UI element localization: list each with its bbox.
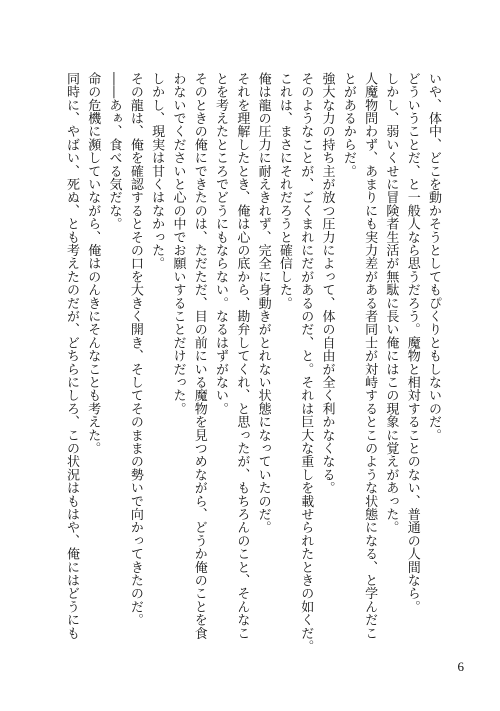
text-line: いや、体中、どこを動かそうとしてもぴくりともしないのだ。 [426,72,441,442]
text-line: とを考えたところでどうにもならない。なるはずがない。 [213,72,229,416]
text-line: 命の危機に瀕していながら、俺はのんきにそんなことも考えた。 [85,72,101,455]
text-line: わないでくださいと心の中でお願いすることだけだった。 [170,72,186,416]
text-line: それを理解したとき、俺は心の底から、勘弁してくれ、と思ったが、もちろんのこと、そんなこ [234,72,250,640]
text-line: これは、まさにそれだろうと確信した。 [276,72,292,310]
text-line: そのようなことが、ごくまれにだがあるのだ、と。それは巨大な重しを載せられたときの如くだ。 [298,72,314,653]
text-line: ――あぁ、食べる気だな。 [106,72,122,231]
text-line: 人魔物問わず、あまりにも実力差がある者同士が対峙するとこのような状態になる、と学んだこ [362,72,378,640]
text-line: そのときの俺にできたのは、ただただ、目の前にいる魔物を見つめながら、どうか俺のことを食 [191,72,207,640]
body-text [61,72,444,653]
text-line: 強大な力の持ち主が放つ圧力によって、体の自由が全く利かなくなる。 [319,72,335,495]
text-line: 同時に、やばい、死ぬ、とも考えたのだが、どちらにしろ、この状況はもはや、俺にはどうにも [63,72,79,640]
text-line: しかし、現実は甘くはなかった。 [149,72,165,270]
text-line: とがあるからだ。 [340,72,356,178]
text-line: 俺は龍の圧力に耐えきれず、完全に身動きがとれない状態になっていたのだ。 [255,72,271,534]
page-number: 6 [457,659,464,674]
text-line: その龍は、俺を確認するとその口を大きく開き、そしてそのままの勢いで向かってきたのだ。 [127,72,143,627]
text-line: どういうことだ、と一般人なら思うだろう。魔物と相対することのない、普通の人間なら。 [404,72,420,614]
text-line: しかし、弱いくせに冒険者生活が無駄に長い俺にはこの現象に覚えがあった。 [383,72,399,534]
